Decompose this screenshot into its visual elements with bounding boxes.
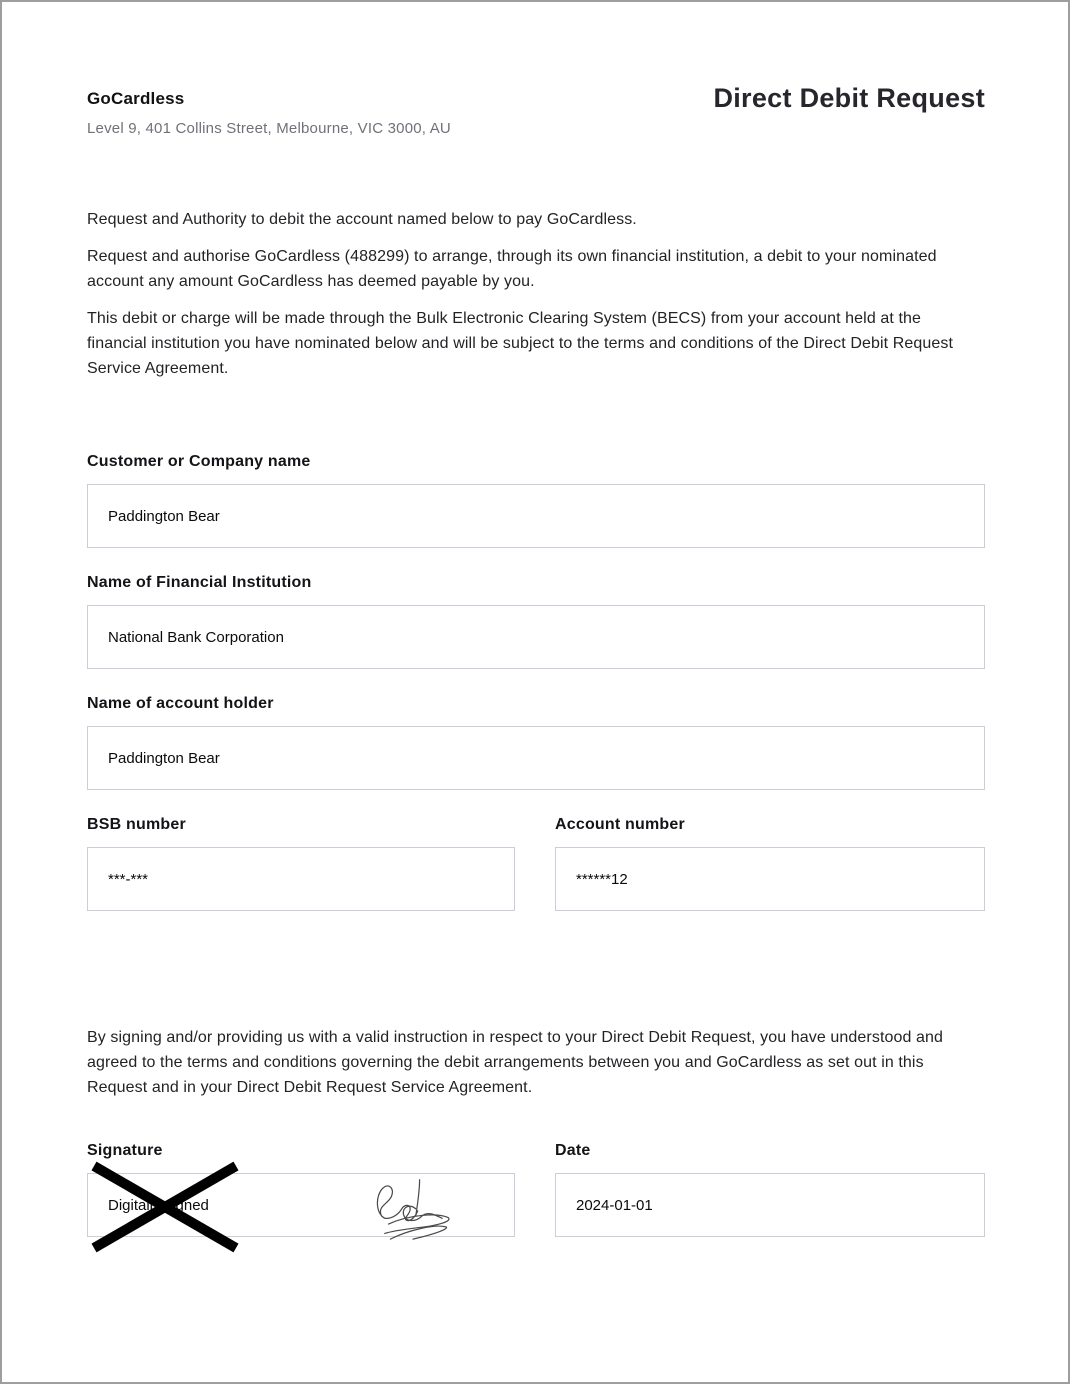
company-block xyxy=(87,86,451,137)
account-number-value: ******12 xyxy=(576,870,628,888)
customer-name-value: Paddington Bear xyxy=(108,507,220,525)
account-holder-field-group xyxy=(87,695,985,790)
account-number-field-group xyxy=(555,816,985,911)
intro-paragraph-2: Request and authorise GoCardless (488299) to arrange, through its own financial institution, a debit to your nominated account any amount GoCardless has deemed payable by you. xyxy=(87,248,937,290)
company-name: GoCardless xyxy=(87,89,185,108)
company-address: Level 9, 401 Collins Street, Melbourne, VIC 3000, AU xyxy=(87,120,451,137)
account-number-label: Account number xyxy=(555,816,685,833)
date-input[interactable] xyxy=(555,1173,985,1237)
bsb-account-row xyxy=(87,816,985,937)
signature-date-row xyxy=(87,1142,985,1237)
signature-status-text: Digitally signed xyxy=(108,1196,209,1214)
financial-institution-input[interactable] xyxy=(87,605,985,669)
account-holder-value: Paddington Bear xyxy=(108,749,220,767)
customer-name-label: Customer or Company name xyxy=(87,453,311,470)
signature-field-group xyxy=(87,1142,515,1237)
account-holder-label: Name of account holder xyxy=(87,695,274,712)
financial-institution-field-group xyxy=(87,574,985,669)
signature-input[interactable] xyxy=(87,1173,515,1237)
document-header xyxy=(87,83,985,137)
account-holder-input[interactable] xyxy=(87,726,985,790)
intro-paragraph-1: Request and Authority to debit the account named below to pay GoCardless. xyxy=(87,211,637,228)
financial-institution-value: National Bank Corporation xyxy=(108,628,284,646)
form-section xyxy=(87,453,985,937)
date-label: Date xyxy=(555,1142,591,1159)
bsb-field-group xyxy=(87,816,515,911)
terms-paragraph: By signing and/or providing us with a valid instruction in respect to your Direct Debit Request, you have understood and agreed to the terms and conditions governing the debit arrangements between you and GoCardless as set out in this Request and in your Direct Debit Request Service Agreement. xyxy=(87,1029,944,1096)
signature-scribble-icon xyxy=(354,1175,472,1241)
bsb-number-label: BSB number xyxy=(87,816,186,833)
customer-name-input[interactable] xyxy=(87,484,985,548)
intro-section xyxy=(87,207,985,381)
date-value: 2024-01-01 xyxy=(576,1196,653,1214)
page-title: Direct Debit Request xyxy=(713,83,985,113)
date-field-group xyxy=(555,1142,985,1237)
bsb-number-value: ***-*** xyxy=(108,870,149,888)
bsb-number-input[interactable] xyxy=(87,847,515,911)
financial-institution-label: Name of Financial Institution xyxy=(87,574,312,591)
account-number-input[interactable] xyxy=(555,847,985,911)
intro-paragraph-3: This debit or charge will be made through the Bulk Electronic Clearing System (BECS) from your account held at the financial institution you have nominated below and will be subject to the terms and conditions of the Direct Debit Request Service Agreement. xyxy=(87,310,954,377)
customer-name-field-group xyxy=(87,453,985,548)
signature-label: Signature xyxy=(87,1142,163,1159)
